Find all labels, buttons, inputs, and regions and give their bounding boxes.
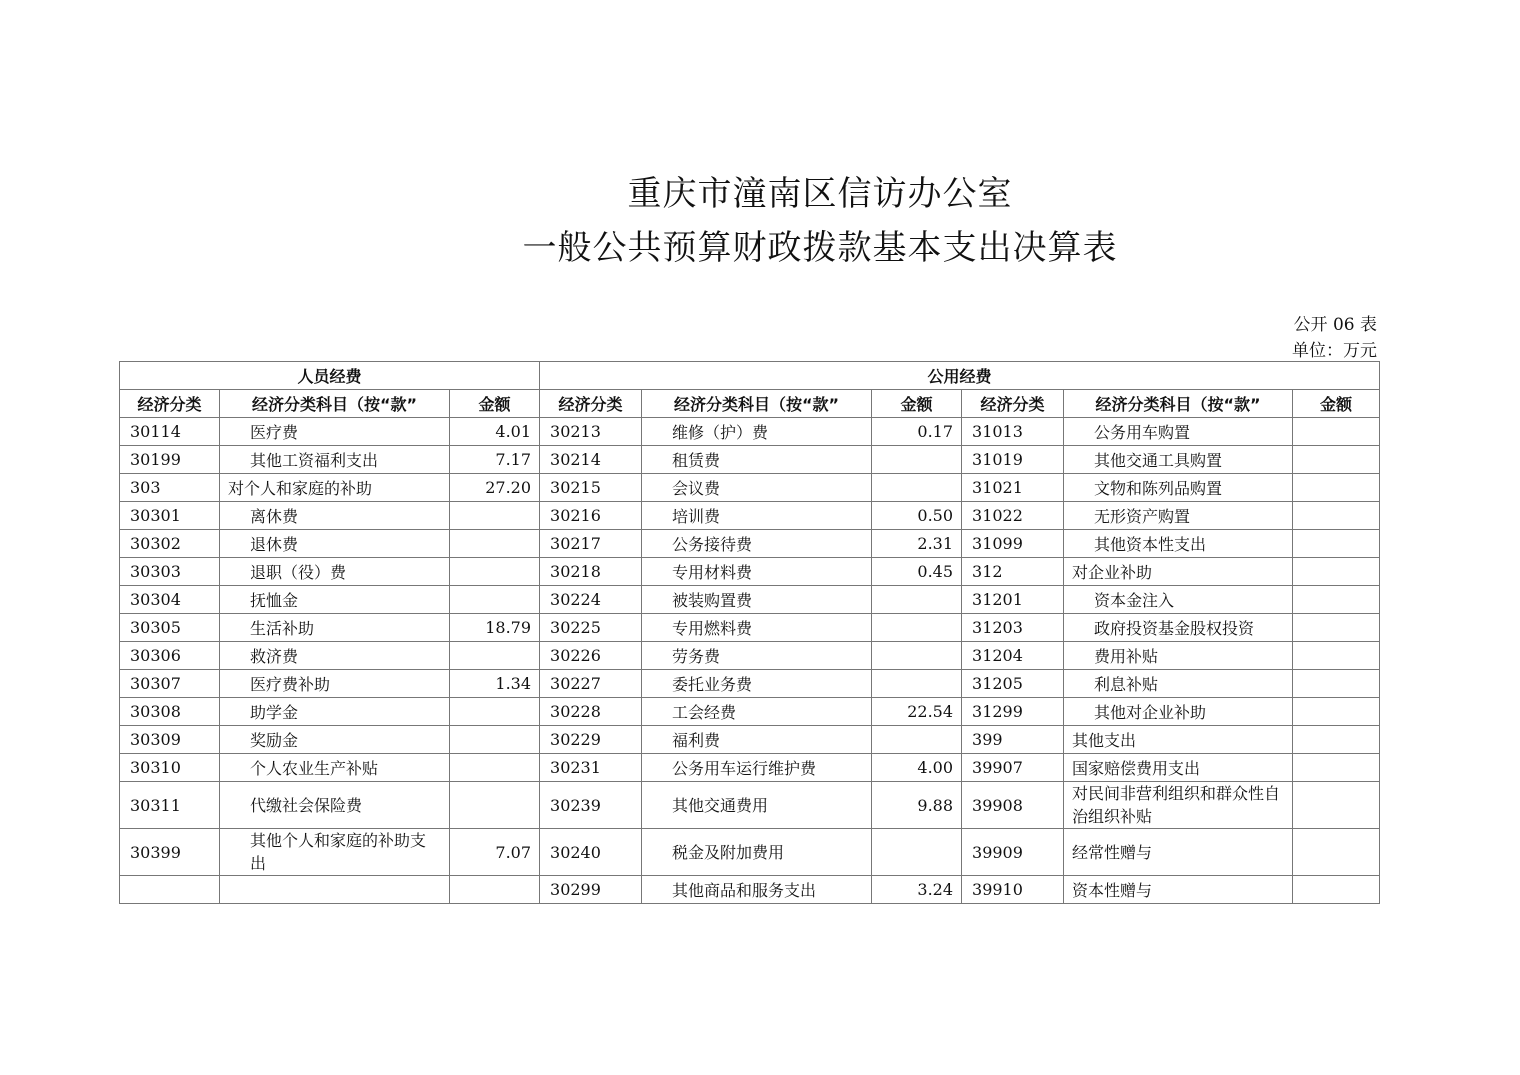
amount-cell xyxy=(450,558,540,586)
item-name-cell: 公务接待费 xyxy=(642,530,872,558)
item-name-cell: 其他工资福利支出 xyxy=(220,446,450,474)
amount-cell: 1.34 xyxy=(450,670,540,698)
amount-cell: 22.54 xyxy=(872,698,962,726)
code-cell: 31099 xyxy=(962,530,1064,558)
table-row xyxy=(120,698,1380,726)
amount-cell: 0.17 xyxy=(872,418,962,446)
item-name-cell: 其他个人和家庭的补助支出 xyxy=(220,829,450,876)
code-cell: 31019 xyxy=(962,446,1064,474)
code-cell: 30226 xyxy=(540,642,642,670)
table-row xyxy=(120,829,1380,876)
code-cell: 30218 xyxy=(540,558,642,586)
code-cell: 30213 xyxy=(540,418,642,446)
code-cell: 30304 xyxy=(120,586,220,614)
item-name-cell: 工会经费 xyxy=(642,698,872,726)
item-name-cell: 退休费 xyxy=(220,530,450,558)
code-cell: 30199 xyxy=(120,446,220,474)
code-cell: 30215 xyxy=(540,474,642,502)
table-number: 公开 06 表 xyxy=(1293,315,1377,335)
item-name-cell: 维修（护）费 xyxy=(642,418,872,446)
code-cell: 30228 xyxy=(540,698,642,726)
amount-cell xyxy=(450,502,540,530)
page-title: 重庆市潼南区信访办公室 xyxy=(627,174,1013,214)
item-name-cell: 退职（役）费 xyxy=(220,558,450,586)
item-name-cell: 租赁费 xyxy=(642,446,872,474)
item-name-cell: 经常性赠与 xyxy=(1064,829,1293,876)
amount-cell xyxy=(872,642,962,670)
amount-cell: 4.01 xyxy=(450,418,540,446)
code-cell: 31022 xyxy=(962,502,1064,530)
amount-cell xyxy=(1293,446,1380,474)
item-name-cell: 税金及附加费用 xyxy=(642,829,872,876)
code-cell: 30302 xyxy=(120,530,220,558)
col-amount-header: 金额 xyxy=(450,390,540,418)
amount-cell: 0.45 xyxy=(872,558,962,586)
amount-cell xyxy=(872,829,962,876)
code-cell: 30214 xyxy=(540,446,642,474)
col-amount-header: 金额 xyxy=(1293,390,1380,418)
col-code-header: 经济分类 xyxy=(120,390,220,418)
item-name-cell: 医疗费补助 xyxy=(220,670,450,698)
item-name-cell: 代缴社会保险费 xyxy=(220,782,450,829)
amount-cell xyxy=(1293,726,1380,754)
code-cell: 30310 xyxy=(120,754,220,782)
item-name-cell: 其他对企业补助 xyxy=(1064,698,1293,726)
table-row xyxy=(120,754,1380,782)
code-cell xyxy=(120,876,220,904)
amount-cell xyxy=(450,530,540,558)
item-name-cell: 其他资本性支出 xyxy=(1064,530,1293,558)
item-name-cell: 个人农业生产补贴 xyxy=(220,754,450,782)
code-cell: 39909 xyxy=(962,829,1064,876)
personnel-group-header: 人员经费 xyxy=(120,362,540,390)
item-name-cell: 费用补贴 xyxy=(1064,642,1293,670)
code-cell: 30114 xyxy=(120,418,220,446)
item-name-cell: 委托业务费 xyxy=(642,670,872,698)
amount-cell: 9.88 xyxy=(872,782,962,829)
item-name-cell: 离休费 xyxy=(220,502,450,530)
col-code-header: 经济分类 xyxy=(540,390,642,418)
code-cell: 30299 xyxy=(540,876,642,904)
code-cell: 30240 xyxy=(540,829,642,876)
code-cell: 39910 xyxy=(962,876,1064,904)
page-subtitle: 一般公共预算财政拨款基本支出决算表 xyxy=(522,228,1118,268)
item-name-cell: 培训费 xyxy=(642,502,872,530)
amount-cell xyxy=(1293,876,1380,904)
item-name-cell: 其他支出 xyxy=(1064,726,1293,754)
table-row xyxy=(120,670,1380,698)
amount-cell xyxy=(1293,502,1380,530)
amount-cell: 0.50 xyxy=(872,502,962,530)
item-name-cell: 其他商品和服务支出 xyxy=(642,876,872,904)
item-name-cell: 劳务费 xyxy=(642,642,872,670)
code-cell: 30399 xyxy=(120,829,220,876)
col-name-header: 经济分类科目（按“款” xyxy=(1064,390,1293,418)
item-name-cell: 生活补助 xyxy=(220,614,450,642)
amount-cell: 3.24 xyxy=(872,876,962,904)
table-row xyxy=(120,418,1380,446)
code-cell: 31203 xyxy=(962,614,1064,642)
table-row xyxy=(120,558,1380,586)
code-cell: 30309 xyxy=(120,726,220,754)
code-cell: 31013 xyxy=(962,418,1064,446)
code-cell: 30239 xyxy=(540,782,642,829)
public-group-header: 公用经费 xyxy=(540,362,1380,390)
amount-cell xyxy=(450,642,540,670)
code-cell: 312 xyxy=(962,558,1064,586)
code-cell: 30303 xyxy=(120,558,220,586)
table-row xyxy=(120,876,1380,904)
amount-cell xyxy=(872,670,962,698)
table-row xyxy=(120,726,1380,754)
item-name-cell: 国家赔偿费用支出 xyxy=(1064,754,1293,782)
table-row xyxy=(120,614,1380,642)
code-cell: 30229 xyxy=(540,726,642,754)
col-name-header: 经济分类科目（按“款” xyxy=(642,390,872,418)
item-name-cell: 助学金 xyxy=(220,698,450,726)
code-cell: 30217 xyxy=(540,530,642,558)
code-cell: 399 xyxy=(962,726,1064,754)
code-cell: 39908 xyxy=(962,782,1064,829)
amount-cell xyxy=(1293,829,1380,876)
item-name-cell: 福利费 xyxy=(642,726,872,754)
code-cell: 31021 xyxy=(962,474,1064,502)
amount-cell xyxy=(1293,642,1380,670)
amount-cell: 4.00 xyxy=(872,754,962,782)
item-name-cell: 公务用车运行维护费 xyxy=(642,754,872,782)
code-cell: 30311 xyxy=(120,782,220,829)
item-name-cell xyxy=(220,876,450,904)
item-name-cell: 奖励金 xyxy=(220,726,450,754)
item-name-cell: 对民间非营利组织和群众性自治组织补贴 xyxy=(1064,782,1293,829)
code-cell: 30306 xyxy=(120,642,220,670)
item-name-cell: 资本性赠与 xyxy=(1064,876,1293,904)
amount-cell xyxy=(872,474,962,502)
code-cell: 31299 xyxy=(962,698,1064,726)
code-cell: 303 xyxy=(120,474,220,502)
code-cell: 39907 xyxy=(962,754,1064,782)
table-row xyxy=(120,586,1380,614)
amount-cell xyxy=(1293,782,1380,829)
item-name-cell: 会议费 xyxy=(642,474,872,502)
amount-cell xyxy=(872,446,962,474)
table-row xyxy=(120,530,1380,558)
item-name-cell: 专用燃料费 xyxy=(642,614,872,642)
unit-label: 单位：万元 xyxy=(1292,341,1377,361)
amount-cell: 18.79 xyxy=(450,614,540,642)
code-cell: 30227 xyxy=(540,670,642,698)
amount-cell xyxy=(1293,754,1380,782)
table-row xyxy=(120,474,1380,502)
amount-cell xyxy=(450,754,540,782)
item-name-cell: 资本金注入 xyxy=(1064,586,1293,614)
item-name-cell: 对企业补助 xyxy=(1064,558,1293,586)
amount-cell xyxy=(1293,670,1380,698)
amount-cell xyxy=(450,876,540,904)
expenditure-table xyxy=(119,361,1380,904)
item-name-cell: 被装购置费 xyxy=(642,586,872,614)
item-name-cell: 无形资产购置 xyxy=(1064,502,1293,530)
item-name-cell: 专用材料费 xyxy=(642,558,872,586)
code-cell: 31204 xyxy=(962,642,1064,670)
code-cell: 30231 xyxy=(540,754,642,782)
amount-cell xyxy=(872,726,962,754)
col-code-header: 经济分类 xyxy=(962,390,1064,418)
amount-cell xyxy=(450,586,540,614)
code-cell: 30308 xyxy=(120,698,220,726)
table-row xyxy=(120,446,1380,474)
amount-cell: 7.07 xyxy=(450,829,540,876)
code-cell: 30301 xyxy=(120,502,220,530)
amount-cell xyxy=(1293,474,1380,502)
amount-cell xyxy=(1293,418,1380,446)
item-name-cell: 其他交通费用 xyxy=(642,782,872,829)
table-row xyxy=(120,782,1380,829)
amount-cell xyxy=(450,726,540,754)
item-name-cell: 对个人和家庭的补助 xyxy=(220,474,450,502)
table-row xyxy=(120,642,1380,670)
col-name-header: 经济分类科目（按“款” xyxy=(220,390,450,418)
amount-cell xyxy=(872,586,962,614)
item-name-cell: 救济费 xyxy=(220,642,450,670)
amount-cell xyxy=(1293,558,1380,586)
amount-cell: 2.31 xyxy=(872,530,962,558)
code-cell: 30307 xyxy=(120,670,220,698)
amount-cell xyxy=(872,614,962,642)
item-name-cell: 其他交通工具购置 xyxy=(1064,446,1293,474)
amount-cell xyxy=(1293,586,1380,614)
amount-cell xyxy=(1293,698,1380,726)
amount-cell xyxy=(1293,530,1380,558)
col-amount-header: 金额 xyxy=(872,390,962,418)
code-cell: 30216 xyxy=(540,502,642,530)
amount-cell: 27.20 xyxy=(450,474,540,502)
item-name-cell: 公务用车购置 xyxy=(1064,418,1293,446)
code-cell: 31201 xyxy=(962,586,1064,614)
item-name-cell: 政府投资基金股权投资 xyxy=(1064,614,1293,642)
code-cell: 30224 xyxy=(540,586,642,614)
code-cell: 31205 xyxy=(962,670,1064,698)
amount-cell xyxy=(450,782,540,829)
code-cell: 30225 xyxy=(540,614,642,642)
amount-cell: 7.17 xyxy=(450,446,540,474)
item-name-cell: 抚恤金 xyxy=(220,586,450,614)
item-name-cell: 利息补贴 xyxy=(1064,670,1293,698)
amount-cell xyxy=(1293,614,1380,642)
item-name-cell: 医疗费 xyxy=(220,418,450,446)
table-row xyxy=(120,502,1380,530)
code-cell: 30305 xyxy=(120,614,220,642)
item-name-cell: 文物和陈列品购置 xyxy=(1064,474,1293,502)
amount-cell xyxy=(450,698,540,726)
